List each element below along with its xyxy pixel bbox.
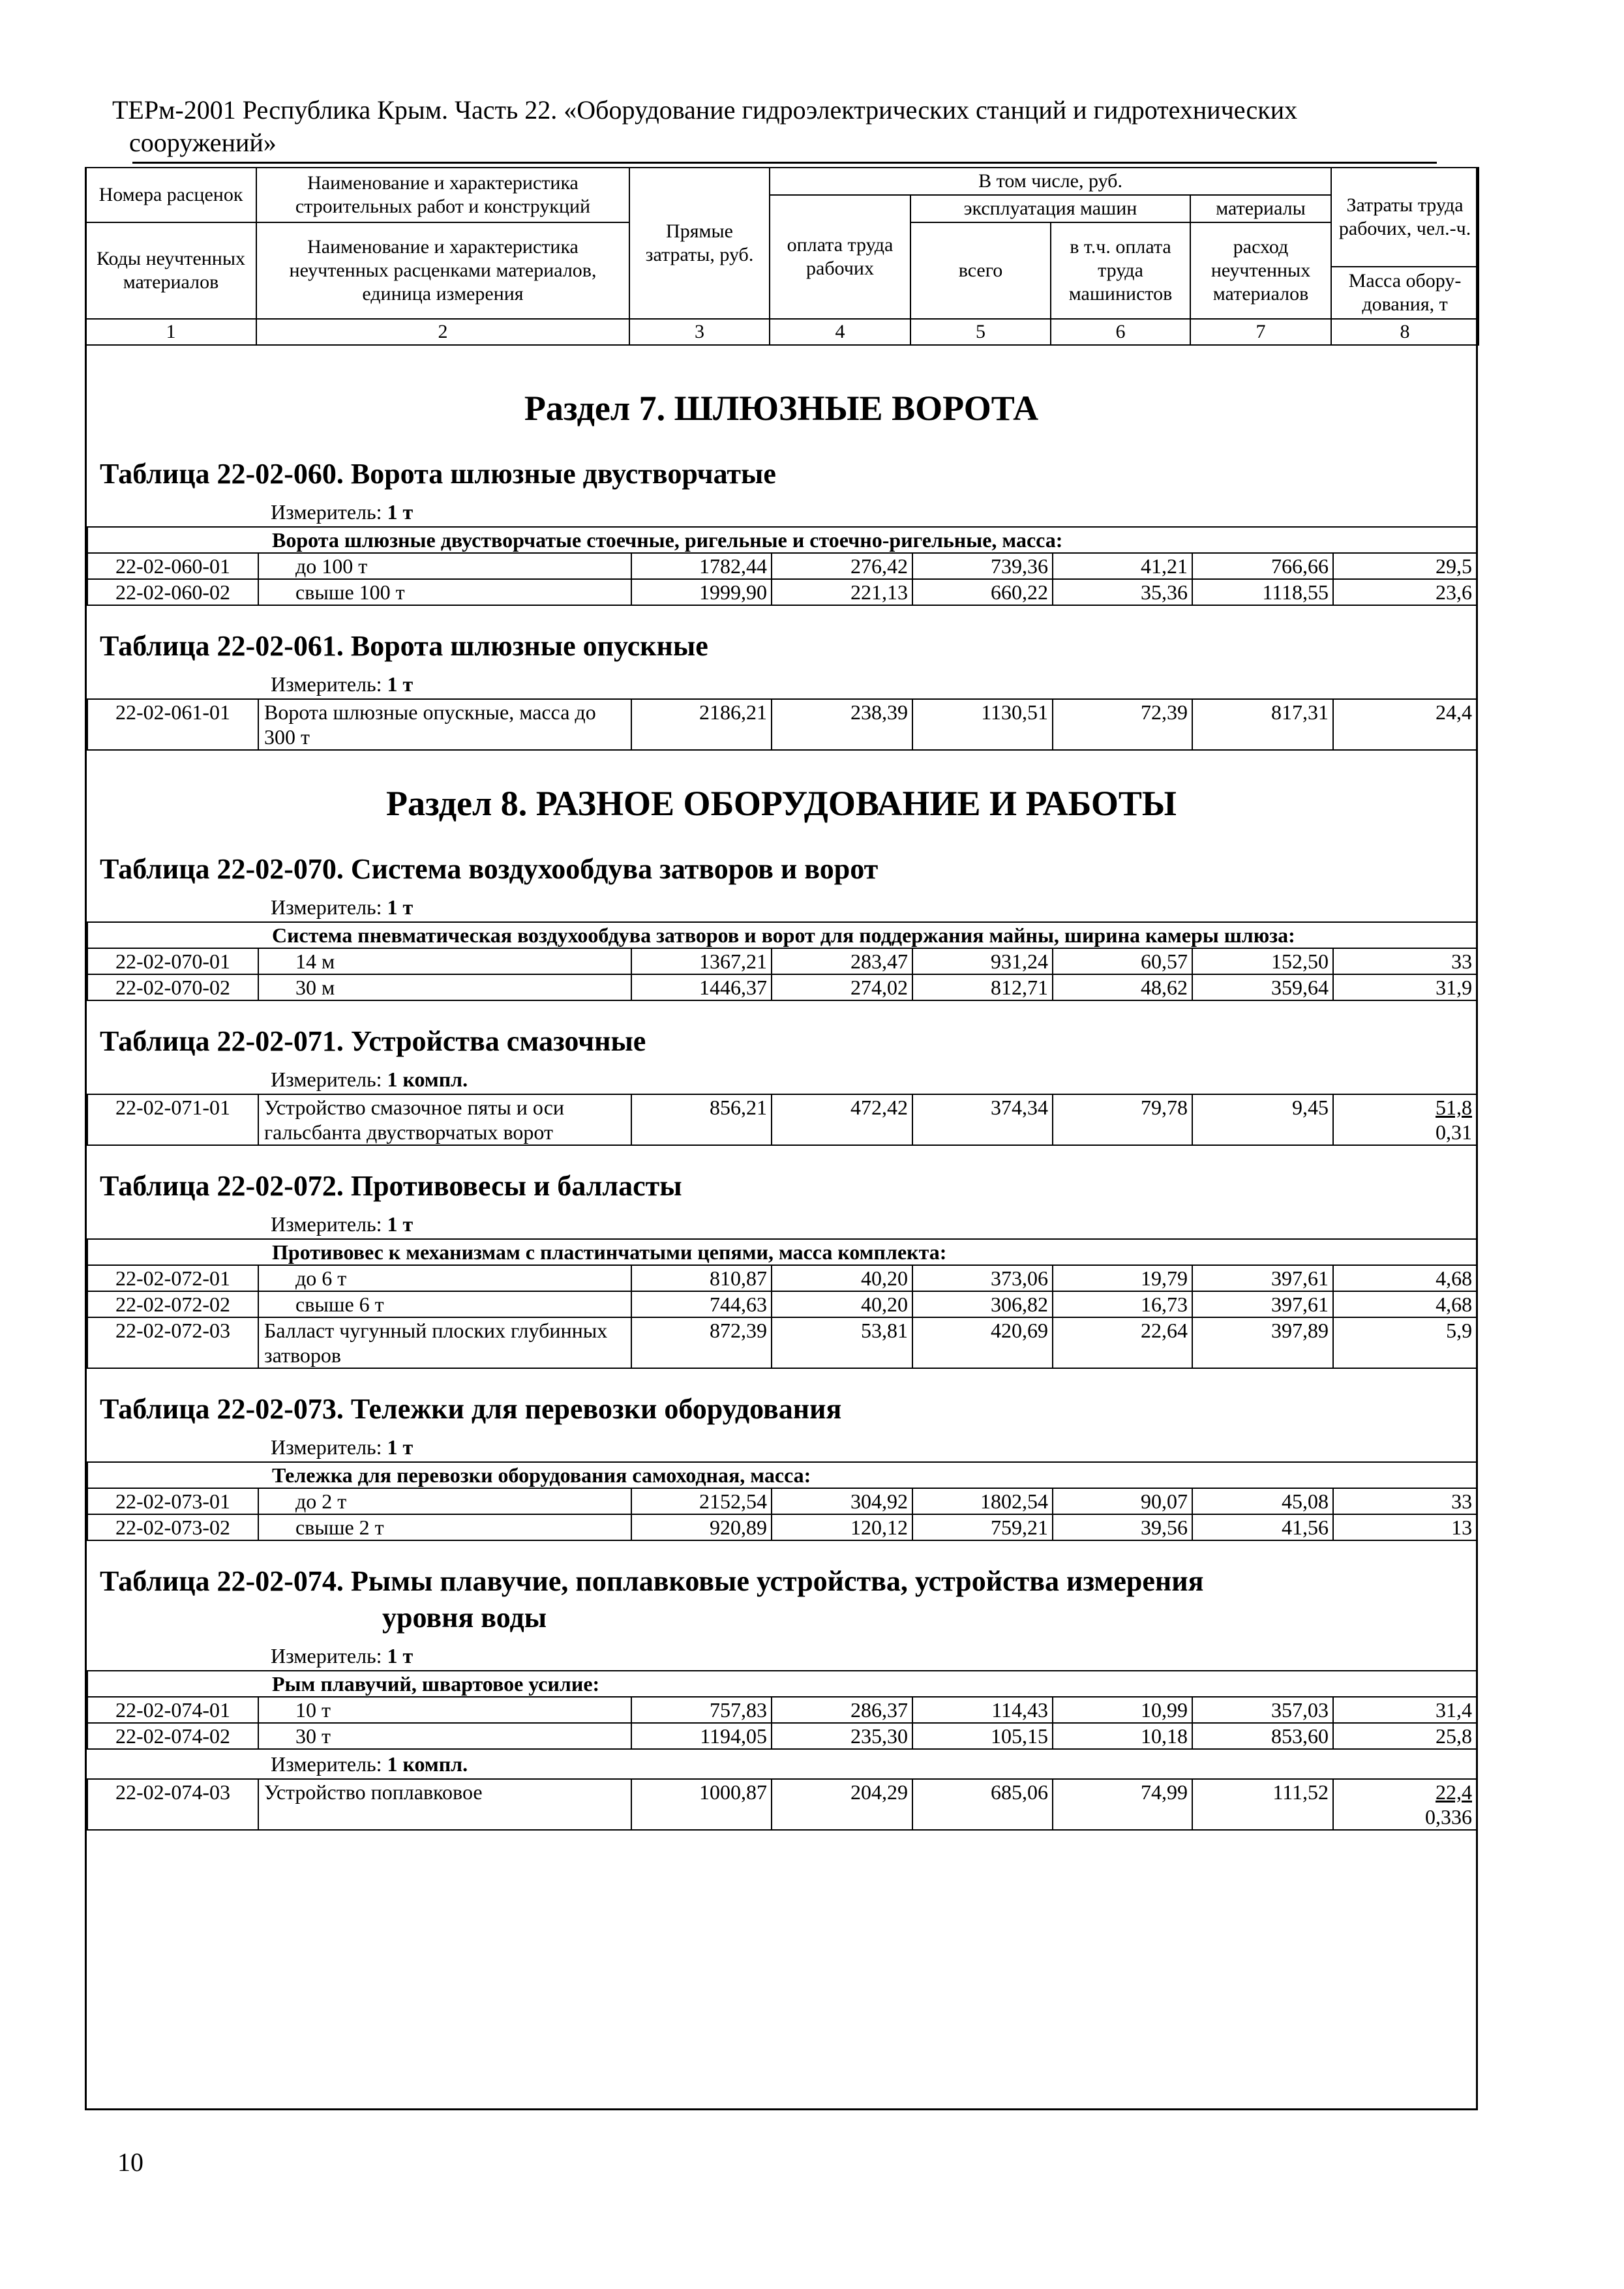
group-label: Система пневматическая воздухообдува затворов и ворот для поддержания майны, ширина камеры шлюза:: [87, 922, 1477, 948]
meter-line: [87, 1750, 1476, 1778]
rate-name: 10 т: [258, 1697, 631, 1723]
section-title: Раздел 7. ШЛЮЗНЫЕ ВОРОТА: [524, 389, 1039, 428]
rates-table: [87, 1670, 1477, 1750]
col-num-5: 5: [910, 319, 1051, 345]
direct-costs: 744,63: [631, 1291, 772, 1317]
materials-cost: 397,61: [1192, 1291, 1333, 1317]
table-row: [87, 1514, 1477, 1540]
worker-wages: 120,12: [772, 1514, 912, 1540]
machinist-wages: 41,21: [1053, 553, 1192, 579]
rate-code: 22-02-072-03: [87, 1317, 258, 1368]
in-total-header: В том числе, руб.: [770, 168, 1331, 195]
meter-label: Измеритель:: [271, 1752, 382, 1776]
rate-name: Ворота шлюзные опускные, масса до 300 т: [258, 699, 631, 750]
meter-value: 1 т: [387, 1644, 414, 1668]
table-row: [87, 1779, 1477, 1830]
worker-wages: 286,37: [772, 1697, 912, 1723]
meter-label: Измеритель:: [271, 500, 382, 524]
table-title-line-1: Таблица 22-02-074. Рымы плавучие, поплавковые устройства, устройства измерения: [100, 1565, 1204, 1597]
rate-code: 22-02-070-02: [87, 974, 258, 1000]
labor-hours: 13: [1333, 1514, 1477, 1540]
direct-costs: 872,39: [631, 1317, 772, 1368]
rate-code: 22-02-070-01: [87, 948, 258, 974]
materials-cost: 817,31: [1192, 699, 1333, 750]
rate-code: 22-02-061-01: [87, 699, 258, 750]
worker-wages: 204,29: [772, 1779, 912, 1830]
rates-table: [87, 1238, 1477, 1369]
materials-header: материалы: [1190, 195, 1331, 222]
machines-total: 105,15: [912, 1723, 1053, 1749]
col5-header: всего: [910, 222, 1051, 319]
group-label: Ворота шлюзные двустворчатые стоечные, ригельные и стоечно-ригельные, масса:: [87, 527, 1477, 553]
table-title: Таблица 22-02-070. Система воздухообдува затворов и ворот: [100, 853, 879, 885]
col7-header: расход неучтенных материалов: [1190, 222, 1331, 319]
table-title: Таблица 22-02-060. Ворота шлюзные двустворчатые: [100, 458, 776, 490]
table-title: [87, 1563, 1476, 1636]
rate-name: 30 т: [258, 1723, 631, 1749]
table-row: [87, 553, 1477, 579]
page-number: 10: [117, 2147, 143, 2177]
materials-cost: 853,60: [1192, 1723, 1333, 1749]
labor-hours: 4,68: [1333, 1265, 1477, 1291]
col-num-7: 7: [1190, 319, 1331, 345]
machinist-wages: 79,78: [1053, 1094, 1192, 1145]
labor-hours: 29,5: [1333, 553, 1477, 579]
machinist-wages: 39,56: [1053, 1514, 1192, 1540]
machines-total: 660,22: [912, 579, 1053, 605]
worker-wages: 40,20: [772, 1291, 912, 1317]
table-row: [87, 1697, 1477, 1723]
meter-value: 1 т: [387, 672, 414, 696]
materials-cost: 359,64: [1192, 974, 1333, 1000]
col6-header: в т.ч. оплата труда машинистов: [1051, 222, 1190, 319]
meter-line: [87, 1641, 1476, 1670]
meter-label: Измеритель:: [271, 1212, 382, 1236]
machines-total: 420,69: [912, 1317, 1053, 1368]
table-row: [87, 1094, 1477, 1145]
direct-costs: 1999,90: [631, 579, 772, 605]
worker-wages: 238,39: [772, 699, 912, 750]
direct-costs: 810,87: [631, 1265, 772, 1291]
rate-code: 22-02-072-02: [87, 1291, 258, 1317]
group-row: [87, 527, 1477, 553]
rates-table: [87, 921, 1477, 1001]
labor-hours: 31,9: [1333, 974, 1477, 1000]
group-label: Рым плавучий, швартовое усилие:: [87, 1671, 1477, 1697]
machinist-wages: 22,64: [1053, 1317, 1192, 1368]
col3-header: Прямые затраты, руб.: [629, 168, 770, 319]
col-num-3: 3: [629, 319, 770, 345]
rates-table: [87, 1094, 1477, 1146]
rate-name: Устройство смазочное пяты и оси гальсбанта двустворчатых ворот: [258, 1094, 631, 1145]
direct-costs: 1446,37: [631, 974, 772, 1000]
labor-hours: 31,4: [1333, 1697, 1477, 1723]
meter-line: [87, 1065, 1476, 1094]
rates-table: [87, 526, 1477, 606]
direct-costs: 2186,21: [631, 699, 772, 750]
table-row: [87, 1317, 1477, 1368]
direct-costs: 1194,05: [631, 1723, 772, 1749]
table-row: [87, 1265, 1477, 1291]
worker-wages: 221,13: [772, 579, 912, 605]
rate-code: 22-02-074-01: [87, 1697, 258, 1723]
meter-line: [87, 1210, 1476, 1238]
rate-name: Балласт чугунный плоских глубинных затворов: [258, 1317, 631, 1368]
col-num-8: 8: [1331, 319, 1479, 345]
group-row: [87, 1462, 1477, 1488]
labor-hours: 24,4: [1333, 699, 1477, 750]
machinist-wages: 72,39: [1053, 699, 1192, 750]
header-line-1: ТЕРм-2001 Республика Крым. Часть 22. «Оборудование гидроэлектрических станций и гидротехнических: [112, 95, 1298, 125]
document-body: [87, 355, 1476, 1831]
rate-name: до 2 т: [258, 1488, 631, 1514]
labor-hours: 23,6: [1333, 579, 1477, 605]
table-row: [87, 699, 1477, 750]
rate-code: 22-02-060-01: [87, 553, 258, 579]
table-title: Таблица 22-02-071. Устройства смазочные: [100, 1025, 646, 1057]
col-num-4: 4: [770, 319, 910, 345]
rate-code: 22-02-074-03: [87, 1779, 258, 1830]
col4-header: оплата труда рабочих: [770, 195, 910, 319]
col2-top-header: Наименование и характеристика строительных работ и конструкций: [256, 168, 629, 222]
worker-wages: 276,42: [772, 553, 912, 579]
labor-hours: 51,8: [1436, 1096, 1472, 1119]
direct-costs: 1000,87: [631, 1779, 772, 1830]
rate-code: 22-02-060-02: [87, 579, 258, 605]
labor-hours-and-mass: [1333, 1094, 1477, 1145]
meter-label: Измеритель:: [271, 1068, 382, 1091]
direct-costs: 1367,21: [631, 948, 772, 974]
meter-value: 1 компл.: [387, 1752, 468, 1776]
rate-code: 22-02-073-01: [87, 1488, 258, 1514]
rates-table: [87, 1778, 1477, 1831]
rate-name: 30 м: [258, 974, 631, 1000]
section-title: Раздел 8. РАЗНОЕ ОБОРУДОВАНИЕ И РАБОТЫ: [386, 784, 1177, 823]
labor-hours: 5,9: [1333, 1317, 1477, 1368]
running-header: [112, 94, 1443, 159]
machines-total: 306,82: [912, 1291, 1053, 1317]
table-row: [87, 948, 1477, 974]
materials-cost: 766,66: [1192, 553, 1333, 579]
machinist-wages: 10,18: [1053, 1723, 1192, 1749]
machines-total: 373,06: [912, 1265, 1053, 1291]
header-line-2: сооружений»: [129, 128, 277, 157]
labor-hours: 33: [1333, 948, 1477, 974]
table-title: Таблица 22-02-061. Ворота шлюзные опускные: [100, 630, 708, 662]
machinist-wages: 60,57: [1053, 948, 1192, 974]
rates-table: [87, 698, 1477, 751]
machines-total: 812,71: [912, 974, 1053, 1000]
meter-label: Измеритель:: [271, 895, 382, 919]
meter-line: [87, 670, 1476, 698]
machines-header: эксплуатация машин: [910, 195, 1190, 222]
rates-table: [87, 1461, 1477, 1541]
labor-hours: 22,4: [1436, 1780, 1472, 1804]
worker-wages: 40,20: [772, 1265, 912, 1291]
table-row: [87, 1723, 1477, 1749]
rate-name: свыше 6 т: [258, 1291, 631, 1317]
rate-name: 14 м: [258, 948, 631, 974]
rate-name: до 6 т: [258, 1265, 631, 1291]
header-rule: [132, 162, 1437, 164]
meter-line: [87, 1433, 1476, 1461]
rate-code: 22-02-073-02: [87, 1514, 258, 1540]
group-row: [87, 1239, 1477, 1265]
worker-wages: 274,02: [772, 974, 912, 1000]
table-title: Таблица 22-02-073. Тележки для перевозки оборудования: [100, 1393, 842, 1425]
table-title-line-2: уровня воды: [382, 1602, 547, 1634]
machines-total: 931,24: [912, 948, 1053, 974]
direct-costs: 856,21: [631, 1094, 772, 1145]
materials-cost: 111,52: [1192, 1779, 1333, 1830]
labor-hours: 4,68: [1333, 1291, 1477, 1317]
materials-cost: 397,61: [1192, 1265, 1333, 1291]
direct-costs: 920,89: [631, 1514, 772, 1540]
materials-cost: 41,56: [1192, 1514, 1333, 1540]
col8-bottom-header: Масса обору-дования, т: [1331, 267, 1479, 319]
table-row: [87, 1488, 1477, 1514]
table-row: [87, 579, 1477, 605]
meter-value: 1 т: [387, 1212, 414, 1236]
machinist-wages: 19,79: [1053, 1265, 1192, 1291]
machinist-wages: 10,99: [1053, 1697, 1192, 1723]
meter-value: 1 т: [387, 895, 414, 919]
machines-total: 1802,54: [912, 1488, 1053, 1514]
meter-line: [87, 893, 1476, 921]
group-row: [87, 1671, 1477, 1697]
materials-cost: 1118,55: [1192, 579, 1333, 605]
materials-cost: 45,08: [1192, 1488, 1333, 1514]
materials-cost: 397,89: [1192, 1317, 1333, 1368]
machines-total: 374,34: [912, 1094, 1053, 1145]
col2-bottom-header: Наименование и характеристика неучтенных расценками материалов, единица измерения: [256, 222, 629, 319]
group-row: [87, 922, 1477, 948]
materials-cost: 357,03: [1192, 1697, 1333, 1723]
worker-wages: 304,92: [772, 1488, 912, 1514]
machines-total: 685,06: [912, 1779, 1053, 1830]
rate-name: свыше 2 т: [258, 1514, 631, 1540]
col1-bottom-header: Коды неучтенных материалов: [85, 222, 256, 319]
machinist-wages: 16,73: [1053, 1291, 1192, 1317]
worker-wages: 235,30: [772, 1723, 912, 1749]
machines-total: 114,43: [912, 1697, 1053, 1723]
meter-label: Измеритель:: [271, 1644, 382, 1668]
equipment-mass: 0,336: [1425, 1805, 1472, 1829]
machines-total: 759,21: [912, 1514, 1053, 1540]
col1-top-header: Номера расценок: [85, 168, 256, 222]
worker-wages: 472,42: [772, 1094, 912, 1145]
meter-value: 1 т: [387, 1435, 414, 1459]
machines-total: 739,36: [912, 553, 1053, 579]
col-num-6: 6: [1051, 319, 1190, 345]
col-num-1: 1: [85, 319, 256, 345]
rate-name: свыше 100 т: [258, 579, 631, 605]
labor-hours: 25,8: [1333, 1723, 1477, 1749]
group-label: Противовес к механизмам с пластинчатыми цепями, масса комплекта:: [87, 1239, 1477, 1265]
labor-hours-and-mass: [1333, 1779, 1477, 1830]
meter-label: Измеритель:: [271, 672, 382, 696]
rate-name: Устройство поплавковое: [258, 1779, 631, 1830]
direct-costs: 1782,44: [631, 553, 772, 579]
meter-value: 1 компл.: [387, 1068, 468, 1091]
direct-costs: 2152,54: [631, 1488, 772, 1514]
col-num-2: 2: [256, 319, 629, 345]
table-title: Таблица 22-02-072. Противовесы и балласты: [100, 1170, 682, 1202]
rate-name: до 100 т: [258, 553, 631, 579]
meter-line: [87, 498, 1476, 526]
table-row: [87, 1291, 1477, 1317]
machinist-wages: 35,36: [1053, 579, 1192, 605]
rate-code: 22-02-071-01: [87, 1094, 258, 1145]
meter-value: 1 т: [387, 500, 414, 524]
direct-costs: 757,83: [631, 1697, 772, 1723]
column-header-table: [85, 167, 1479, 346]
group-label: Тележка для перевозки оборудования самоходная, масса:: [87, 1462, 1477, 1488]
worker-wages: 283,47: [772, 948, 912, 974]
machinist-wages: 90,07: [1053, 1488, 1192, 1514]
table-row: [87, 974, 1477, 1000]
machines-total: 1130,51: [912, 699, 1053, 750]
materials-cost: 9,45: [1192, 1094, 1333, 1145]
labor-hours: 33: [1333, 1488, 1477, 1514]
machinist-wages: 74,99: [1053, 1779, 1192, 1830]
worker-wages: 53,81: [772, 1317, 912, 1368]
equipment-mass: 0,31: [1436, 1120, 1472, 1144]
rate-code: 22-02-074-02: [87, 1723, 258, 1749]
machinist-wages: 48,62: [1053, 974, 1192, 1000]
materials-cost: 152,50: [1192, 948, 1333, 974]
rate-code: 22-02-072-01: [87, 1265, 258, 1291]
meter-label: Измеритель:: [271, 1435, 382, 1459]
col8-top-header: Затраты труда рабочих, чел.-ч.: [1331, 168, 1479, 267]
